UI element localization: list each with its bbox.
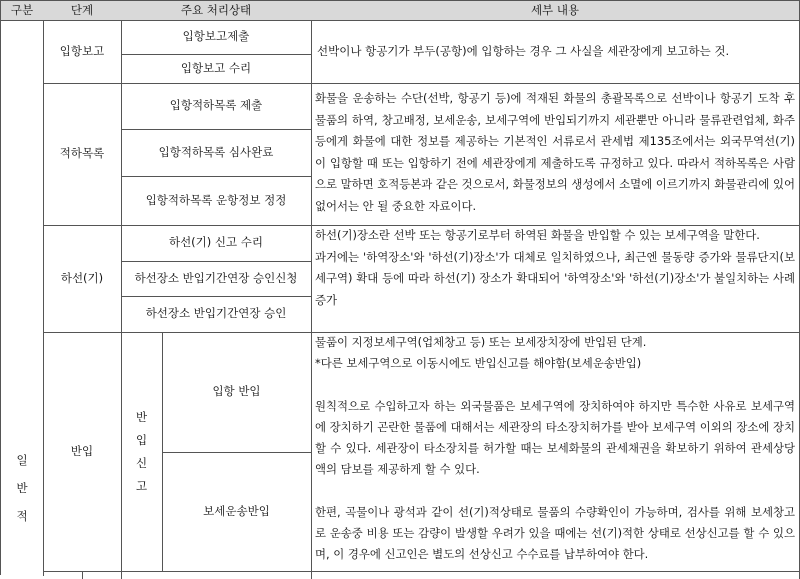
status-arrival-carry-in: 입항 반입 [162, 332, 312, 453]
status-extension-request: 하선장소 반입기간연장 승인신청 [121, 261, 312, 297]
detail-unloading-text-1: 하선(기)장소란 선박 또는 항공기로부터 하역된 화물을 반입할 수 있는 보세구역을 말한다. [315, 228, 760, 242]
status-manifest-correction: 입항적하목록 운항정보 정정 [121, 176, 312, 226]
detail-carry-in-text-2: *다른 보세구역으로 이동시에도 반입신고를 해야함(보세운송반입) [315, 356, 642, 371]
sub-stage-char: 신 [135, 455, 148, 470]
detail-carry-in-text-3: 원칙적으로 수입하고자 하는 외국물품은 보세구역에 장치하여야 하지만 특수한 사유로 보세구역에 장치하기 곤란한 물품에 대해서는 세관장의 타소장치허가를 받아 보세구역 이외의 장소에 장치할 수 있다. 세관장이 타소장치를 허가할 때는 보세화물의 관세채권을 확보하기 위하여 관세상당액의 담보를 제공하게 할 수 있다. [315, 398, 795, 477]
sub-stage-char: 고 [135, 478, 148, 493]
category-char: 적 [16, 509, 28, 523]
category-char: 일 [16, 453, 28, 467]
next-row-cell [43, 571, 83, 579]
status-manifest-submit: 입항적하목록 제출 [121, 83, 312, 130]
detail-unloading-text-2: 과거에는 '하역장소'와 '하선(기)장소'가 대체로 일치하였으나, 최근엔 물동량 증가와 물류단지(보세구역) 확대 등에 따라 하선(기) 장소가 확대되어 '하역장소'와 '하선(기)장소'가 불일치하는 사례 증가 [315, 249, 795, 307]
next-row-cell [82, 571, 122, 579]
stage-carry-in: 반입 [43, 332, 122, 572]
blank-line [315, 375, 795, 396]
sub-stage-char: 입 [135, 432, 148, 447]
detail-carry-in-text-4: 한편, 곡물이나 광석과 같이 선(기)적상태로 물품의 수량확인이 가능하며, 검사를 위해 보세창고로 운송중 비용 또는 감량이 발생할 우려가 있을 때에는 선(기)적한 상태로 선상신고를 할 수 있으며, 이 경우에 신고인은 별도의 선상신고 수수료를 납부하여야 한다. [315, 504, 795, 562]
blank-line [315, 481, 795, 502]
next-row-cell [121, 571, 312, 579]
stage-manifest: 적하목록 [43, 83, 122, 226]
detail-unloading [311, 225, 800, 333]
stage-unloading: 하선(기) [43, 225, 122, 333]
sub-stage-carry-in-report [121, 332, 163, 572]
detail-manifest [311, 83, 800, 226]
header-stage: 단계 [43, 1, 122, 21]
header-status: 주요 처리상태 [121, 1, 312, 21]
header-detail: 세부 내용 [311, 1, 800, 21]
detail-carry-in [311, 332, 800, 572]
sub-stage-char: 반 [135, 409, 148, 424]
status-unloading-accept: 하선(기) 신고 수리 [121, 225, 312, 262]
status-arrival-accept: 입항보고 수리 [121, 54, 312, 84]
category-char: 반 [16, 481, 28, 495]
status-arrival-submit: 입항보고제출 [121, 20, 312, 55]
stage-arrival-report: 입항보고 [43, 20, 122, 84]
category-cell [1, 20, 44, 576]
detail-manifest-text: 화물을 운송하는 수단(선박, 항공기 등)에 적재된 화물의 총괄목록으로 선박이나 항공기 도착 후 물품의 하역, 창고배정, 보세운송, 보세구역에 반입되기까지 세관뿐만 아니라 물류관련업체, 화주 등에게 화물에 대한 정보를 제공하는 기본적인 서류로서 관세법 제135조에서는 외국무역선(기)이 입항할 때 또는 입항하기 전에 세관장에게 제출하도록 규정하고 있다. 따라서 적하목록은 사람으로 말하면 호적등본과 같은 것으로서, 화물정보의 생성에서 소멸에 이르기까지 화물관리에 있어 없어서는 안 될 중요한 자료이다. [315, 91, 795, 213]
detail-carry-in-text-1: 물품이 지정보세구역(업체창고 등) 또는 보세장치장에 반입된 단계. [315, 335, 647, 349]
next-row-cell [311, 571, 800, 579]
status-bonded-transport-carry-in: 보세운송반입 [162, 452, 312, 572]
header-category: 구분 [1, 1, 44, 21]
status-extension-approved: 하선장소 반입기간연장 승인 [121, 296, 312, 333]
status-manifest-review: 입항적하목록 심사완료 [121, 129, 312, 177]
detail-arrival-report: 선박이나 항공기가 부두(공항)에 입항하는 경우 그 사실을 세관장에게 보고하는 것. [311, 20, 800, 84]
